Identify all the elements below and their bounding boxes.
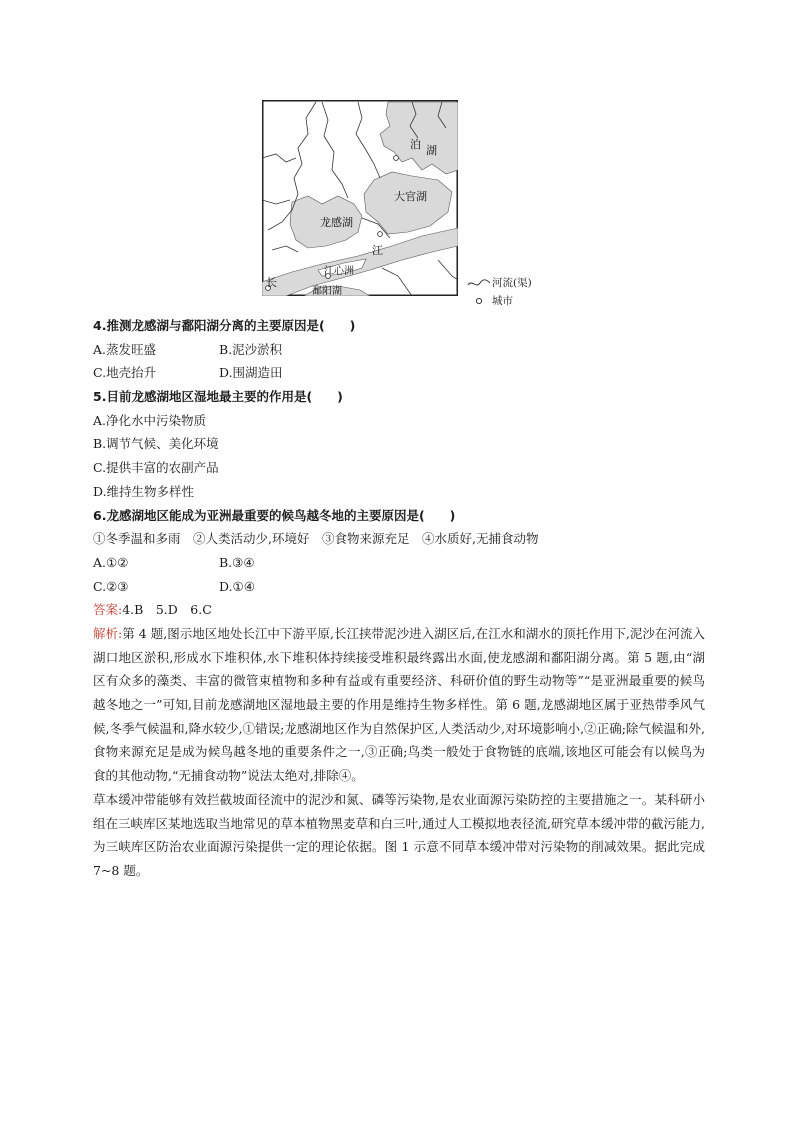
question-4-option-a: A.蒸发旺盛 <box>93 341 157 357</box>
label-longgan-lake: 龙感湖 <box>320 216 353 229</box>
question-5-stem: 5.目前龙感湖地区湿地最主要的作用是( ) <box>93 389 343 405</box>
label-jiang: 江 <box>372 244 383 257</box>
lake-map <box>262 100 458 296</box>
label-bo-1: 泊 <box>410 138 421 151</box>
question-4-option-c: C.地壳抬升 <box>93 365 157 381</box>
label-jiangxinzhou: 江心洲 <box>324 266 354 277</box>
question-6-option-c: C.②③ <box>93 578 129 594</box>
answer-label: 答案: <box>93 602 123 618</box>
intro-paragraph: 草本缓冲带能够有效拦截坡面径流中的泥沙和氮、磷等污染物,是农业面源污染防控的主要措施之一。某科研小组在三峡库区某地选取当地常见的草本植物黑麦草和白三叶,通过人工模拟地表径流,研究草本缓冲带的截污能力,为三峡库区防治农业面源污染提供一定的理论依据。图 1 示意不同草本缓冲带对污染物的削减效果。据此完成 7~8 题。 <box>93 791 705 878</box>
question-6-statements: ①冬季温和多雨 ②人类活动少,环境好 ③食物来源充足 ④水质好,无捕食动物 <box>93 531 539 547</box>
question-4-option-b: B.泥沙淤积 <box>219 341 283 357</box>
analysis-paragraph <box>93 622 705 788</box>
question-4-option-d: D.围湖造田 <box>219 365 283 381</box>
question-5-option-d: D.维持生物多样性 <box>93 483 195 499</box>
question-5-option-c: C.提供丰富的农副产品 <box>93 460 219 476</box>
label-daguan-lake: 大官湖 <box>394 190 427 203</box>
document-body <box>93 314 705 883</box>
question-4-options-row-1 <box>93 338 705 362</box>
question-4-options-row-2 <box>93 361 705 385</box>
analysis-text: 第 4 题,图示地区地处长江中下游平原,长江挟带泥沙进入湖区后,在江水和湖水的顶托作用下,泥沙在河流入湖口地区淤积,形成水下堆积体,水下堆积体持续接受堆积最终露出水面,使龙感湖和鄱阳湖分离。第 5 题,由“湖区有众多的藻类、丰富的微管束植物和多种有益或有重要经济、科研价值的野生动物等”“是亚洲最重要的候鸟越冬地之一”可知,目前龙感湖地区湿地最主要的作用是维持生物多样性。第 6 题,龙感湖地区属于亚热带季风气候,冬季气候温和,降水较少,①错误;龙感湖地区作为自然保护区,人类活动少,对环境影响小,②正确;除气候温和外,食物来源充足是成为候鸟越冬地的重要条件之一,③正确;鸟类一般处于食物链的底端,该地区可能会有以候鸟为食的其他动物,“无捕食动物”说法太绝对,排除④。 <box>93 625 705 784</box>
answer-line <box>93 598 705 622</box>
question-6-option-a: A.①② <box>93 554 129 570</box>
legend-city-label: 城市 <box>492 294 513 307</box>
river-symbol-icon <box>466 277 492 289</box>
analysis-label: 解析: <box>93 625 123 641</box>
question-6-options-row-2 <box>93 575 705 599</box>
label-chang: 长 <box>266 276 277 289</box>
legend-river <box>466 274 532 292</box>
question-6-options-row-1 <box>93 551 705 575</box>
legend-city <box>466 292 532 310</box>
question-6-option-b: B.③④ <box>219 554 255 570</box>
label-bo-2: 湖 <box>426 144 437 157</box>
question-6-option-d: D.①④ <box>219 578 255 594</box>
legend-river-label: 河流(渠) <box>492 276 532 289</box>
question-6-stem: 6.龙感湖地区能成为亚洲最重要的候鸟越冬地的主要原因是( ) <box>93 507 456 523</box>
question-5-option-a: A.净化水中污染物质 <box>93 412 207 428</box>
map-legend <box>466 274 532 310</box>
city-symbol-icon <box>466 295 492 307</box>
question-5-option-b: B.调节气候、美化环境 <box>93 436 219 452</box>
answer-text: 4.B 5.D 6.C <box>122 602 212 618</box>
question-4-stem: 4.推测龙感湖与鄱阳湖分离的主要原因是( ) <box>93 318 356 333</box>
label-poyang-lake: 鄱阳湖 <box>312 286 342 296</box>
